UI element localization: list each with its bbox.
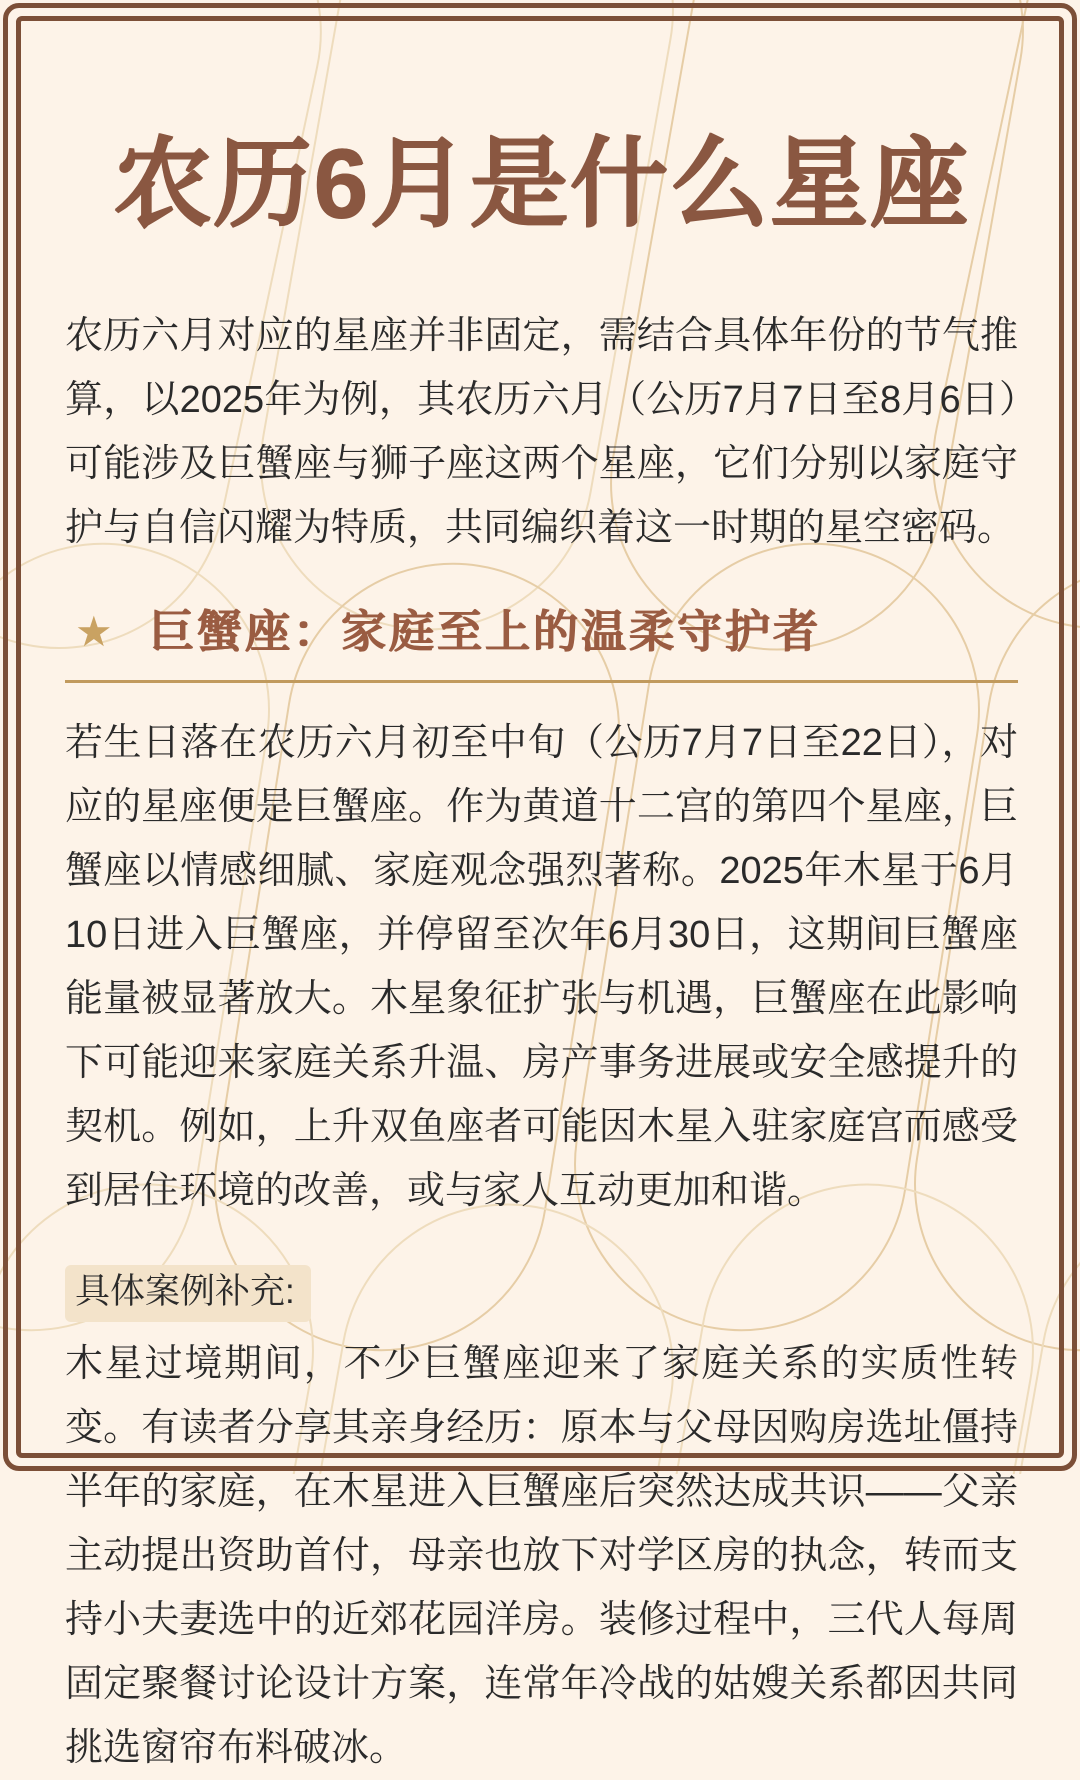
star-icon: ★ <box>75 607 113 655</box>
case-label: 具体案例补充: <box>65 1265 311 1322</box>
case-paragraph: 木星过境期间，不少巨蟹座迎来了家庭关系的实质性转变。有读者分享其亲身经历：原本与父母因购房选址僵持半年的家庭，在木星进入巨蟹座后突然达成共识——父亲主动提出资助首付，母亲也放下对学区房的执念，转而支持小夫妻选中的近郊花园洋房。装修过程中，三代人每周固定聚餐讨论设计方案，连常年冷战的姑嫂关系都因共同挑选窗帘布料破冰。 <box>65 1342 1018 1769</box>
section-divider <box>65 680 1018 683</box>
article <box>65 0 1018 1780</box>
section-header <box>65 604 1018 660</box>
section-heading: 巨蟹座：家庭至上的温柔守护者 <box>148 605 821 657</box>
article-title: 农历6月是什么星座 <box>113 128 970 238</box>
section-paragraph: 若生日落在农历六月初至中旬（公历7月7日至22日），对应的星座便是巨蟹座。作为黄道十二宫的第四个星座，巨蟹座以情感细腻、家庭观念强烈著称。2025年木星于6月10日进入巨蟹座，并停留至次年6月30日，这期间巨蟹座能量被显著放大。木星象征扩张与机遇，巨蟹座在此影响下可能迎来家庭关系升温、房产事务进展或安全感提升的契机。例如，上升双鱼座者可能因木星入驻家庭宫而感受到居住环境的改善，或与家人互动更加和谐。 <box>65 721 1018 1212</box>
intro-paragraph: 农历六月对应的星座并非固定，需结合具体年份的节气推算，以2025年为例，其农历六月（公历7月7日至8月6日）可能涉及巨蟹座与狮子座这两个星座，它们分别以家庭守护与自信闪耀为特质，共同编织着这一时期的星空密码。 <box>65 314 1018 549</box>
